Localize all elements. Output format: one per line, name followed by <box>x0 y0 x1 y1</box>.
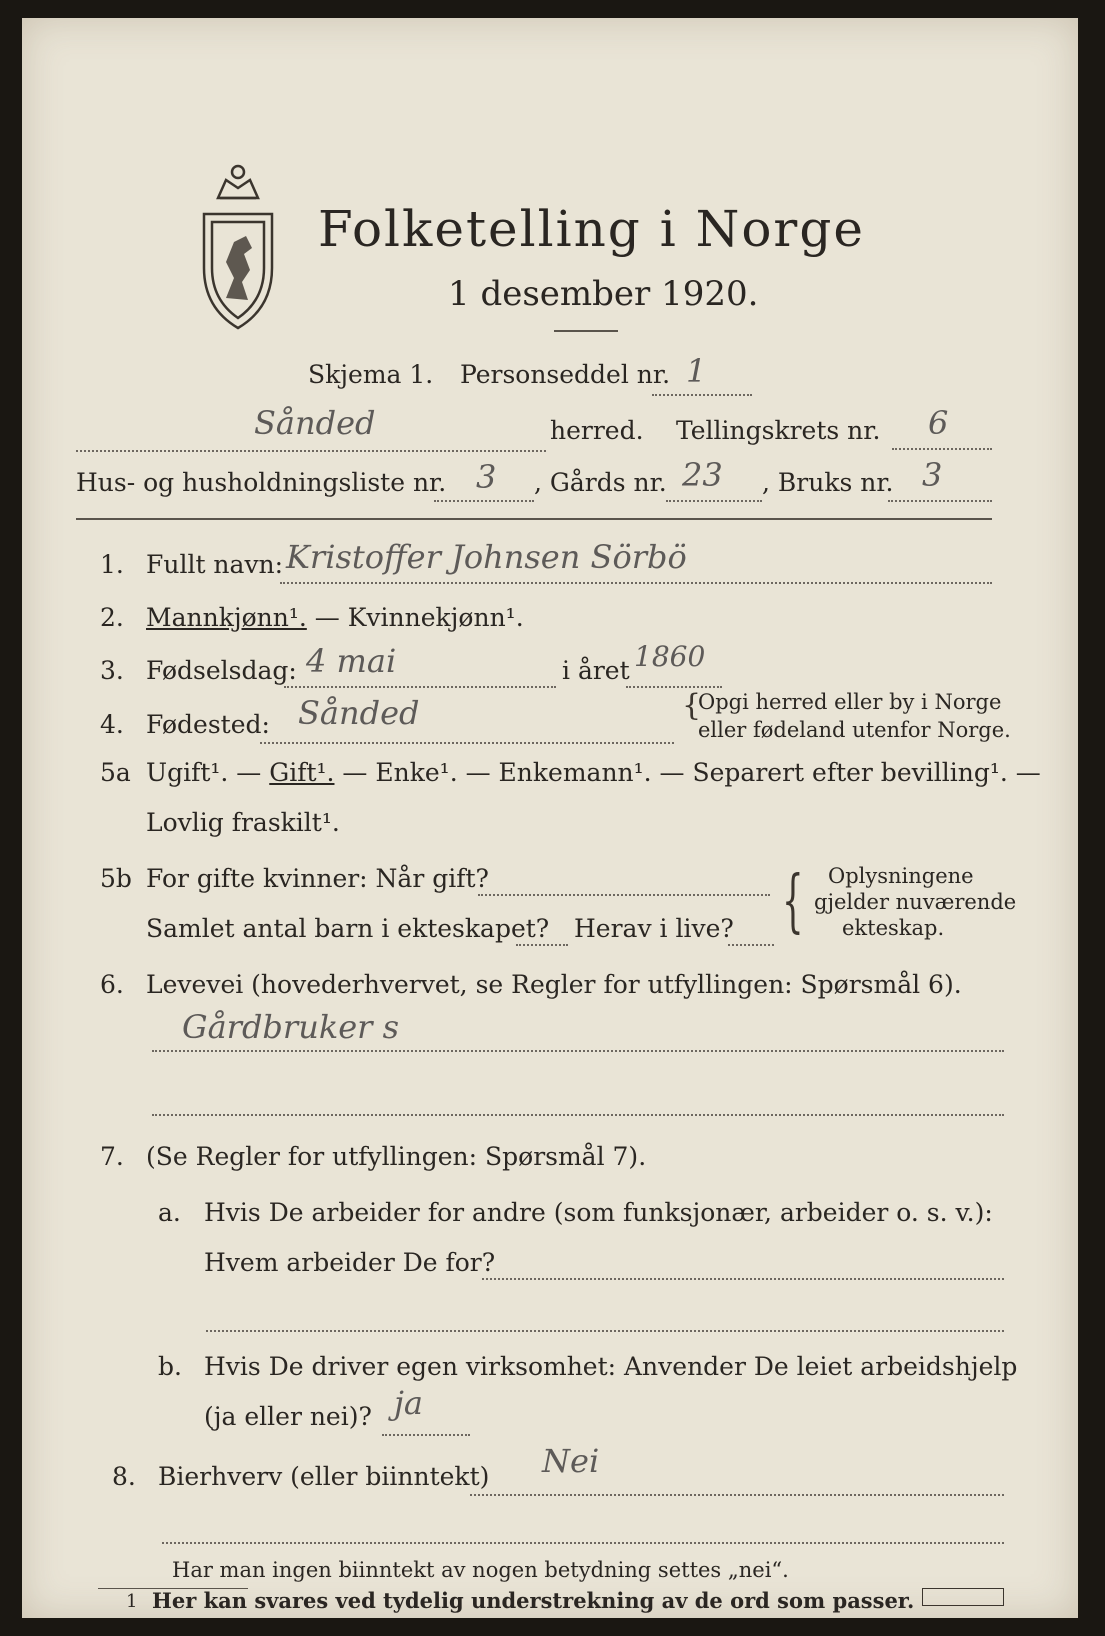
q1-line <box>280 582 992 584</box>
q5a-ugift: Ugift¹. <box>146 758 229 787</box>
q7b-value: ja <box>394 1384 423 1422</box>
q5a-sep: — <box>228 758 270 787</box>
q1-label: Fullt navn: <box>146 550 284 579</box>
q7-number: 7. <box>100 1142 124 1171</box>
q1-value: Kristoffer Johnsen Sörbö <box>286 538 687 576</box>
tellingskrets-line <box>892 448 992 450</box>
q4-brace: { <box>682 688 702 723</box>
q8-label: Bierhverv (eller biinntekt) <box>158 1462 490 1491</box>
q5b-note2: gjelder nuværende <box>814 890 1017 914</box>
q4-number: 4. <box>100 710 124 739</box>
husholdning-label: Hus- og husholdningsliste nr. <box>76 468 447 497</box>
tellingskrets-label: Tellingskrets nr. <box>676 416 881 445</box>
q3-line <box>284 686 556 688</box>
personseddel-line <box>652 394 752 396</box>
q6-number: 6. <box>100 970 124 999</box>
title-divider <box>554 330 618 332</box>
q5a-line2: Lovlig fraskilt¹. <box>146 808 340 837</box>
form-title: Folketelling i Norge <box>318 200 865 258</box>
q5a-text <box>146 758 1041 787</box>
header-divider <box>76 518 992 520</box>
q5b-line2a-dots <box>516 944 568 946</box>
q4-note2: eller fødeland utenfor Norge. <box>698 718 1011 742</box>
q7b-line1: Hvis De driver egen virksomhet: Anvender De leiet arbeidshjelp <box>204 1352 1018 1381</box>
q2-text <box>146 603 524 632</box>
husholdning-value: 3 <box>476 458 497 496</box>
q5b-note1: Oplysningene <box>828 864 974 888</box>
census-form <box>22 18 1078 1618</box>
q5a-rest: — Enke¹. — Enkemann¹. — Separert efter bevilling¹. — <box>334 758 1041 787</box>
q4-label: Fødested: <box>146 710 270 739</box>
q2-sep: — <box>306 603 348 632</box>
gards-line <box>666 500 762 502</box>
husholdning-line <box>434 500 534 502</box>
q4-line <box>260 742 674 744</box>
q7a-number: a. <box>158 1198 181 1227</box>
q5b-note3: ekteskap. <box>842 916 945 940</box>
form-date: 1 desember 1920. <box>448 274 759 314</box>
q5b-line2b: Herav i live? <box>574 914 734 943</box>
q3-year-value: 1860 <box>634 640 706 673</box>
q7-label: (Se Regler for utfyllingen: Spørsmål 7). <box>146 1142 647 1171</box>
q5b-number: 5b <box>100 864 132 893</box>
q2-male: Mannkjønn¹. <box>146 603 307 632</box>
q7a-line-dots2 <box>206 1330 1004 1332</box>
tellingskrets-value: 6 <box>928 404 949 442</box>
q3-year-label: i året <box>562 656 630 685</box>
personseddel-value: 1 <box>686 352 707 390</box>
q5b-line2a: Samlet antal barn i ekteskapet? <box>146 914 550 943</box>
q6-line2 <box>152 1114 1004 1116</box>
q8-number: 8. <box>112 1462 136 1491</box>
q7a-line2: Hvem arbeider De for? <box>204 1248 496 1277</box>
q5a-number: 5a <box>100 758 131 787</box>
q7a-line-dots <box>482 1278 1004 1280</box>
footer-note: Har man ingen biinntekt av nogen betydning settes „nei“. <box>172 1558 789 1582</box>
q3-label: Fødselsdag: <box>146 656 297 685</box>
q5b-line1: For gifte kvinner: Når gift? <box>146 864 489 893</box>
q4-value: Sånded <box>298 694 420 732</box>
q2-number: 2. <box>100 603 124 632</box>
personseddel-label: Personseddel nr. <box>460 360 671 389</box>
bruks-line <box>888 500 992 502</box>
q5b-line1-dots <box>478 894 770 896</box>
skjema-label: Skjema 1. <box>308 360 434 389</box>
footnote-number: 1 <box>126 1591 138 1612</box>
q5a-gift: Gift¹. <box>269 758 335 787</box>
coat-of-arms-icon <box>190 158 286 334</box>
q4-note1: Opgi herred eller by i Norge <box>698 690 1002 714</box>
q6-label: Levevei (hovederhvervet, se Regler for utfyllingen: Spørsmål 6). <box>146 970 962 999</box>
q7a-line1: Hvis De arbeider for andre (som funksjonær, arbeider o. s. v.): <box>204 1198 993 1227</box>
q7b-line2: (ja eller nei)? <box>204 1402 372 1431</box>
q6-line1 <box>152 1050 1004 1052</box>
footnote-text: Her kan svares ved tydelig understrekning av de ord som passer. <box>152 1588 915 1613</box>
q8-line-dots <box>470 1494 1004 1496</box>
q7b-number: b. <box>158 1352 182 1381</box>
q8-line-dots2 <box>162 1542 1004 1544</box>
q3-value: 4 mai <box>306 642 397 680</box>
q5b-line2b-dots <box>728 944 774 946</box>
q1-number: 1. <box>100 550 124 579</box>
bruks-value: 3 <box>922 456 943 494</box>
bruks-label: , Bruks nr. <box>762 468 894 497</box>
gards-value: 23 <box>682 456 723 494</box>
herred-line <box>76 450 546 452</box>
herred-label: herred. <box>550 416 644 445</box>
q3-year-line <box>626 686 722 688</box>
herred-value: Sånded <box>254 404 376 442</box>
q2-female: Kvinnekjønn¹. <box>347 603 524 632</box>
q3-number: 3. <box>100 656 124 685</box>
q7b-line-dots <box>382 1434 470 1436</box>
q5b-brace: { <box>782 862 804 941</box>
gards-label: , Gårds nr. <box>534 468 667 497</box>
q6-value: Gårdbruker s <box>182 1008 400 1046</box>
printer-stamp-icon <box>922 1588 1004 1606</box>
q8-value: Nei <box>542 1442 600 1480</box>
